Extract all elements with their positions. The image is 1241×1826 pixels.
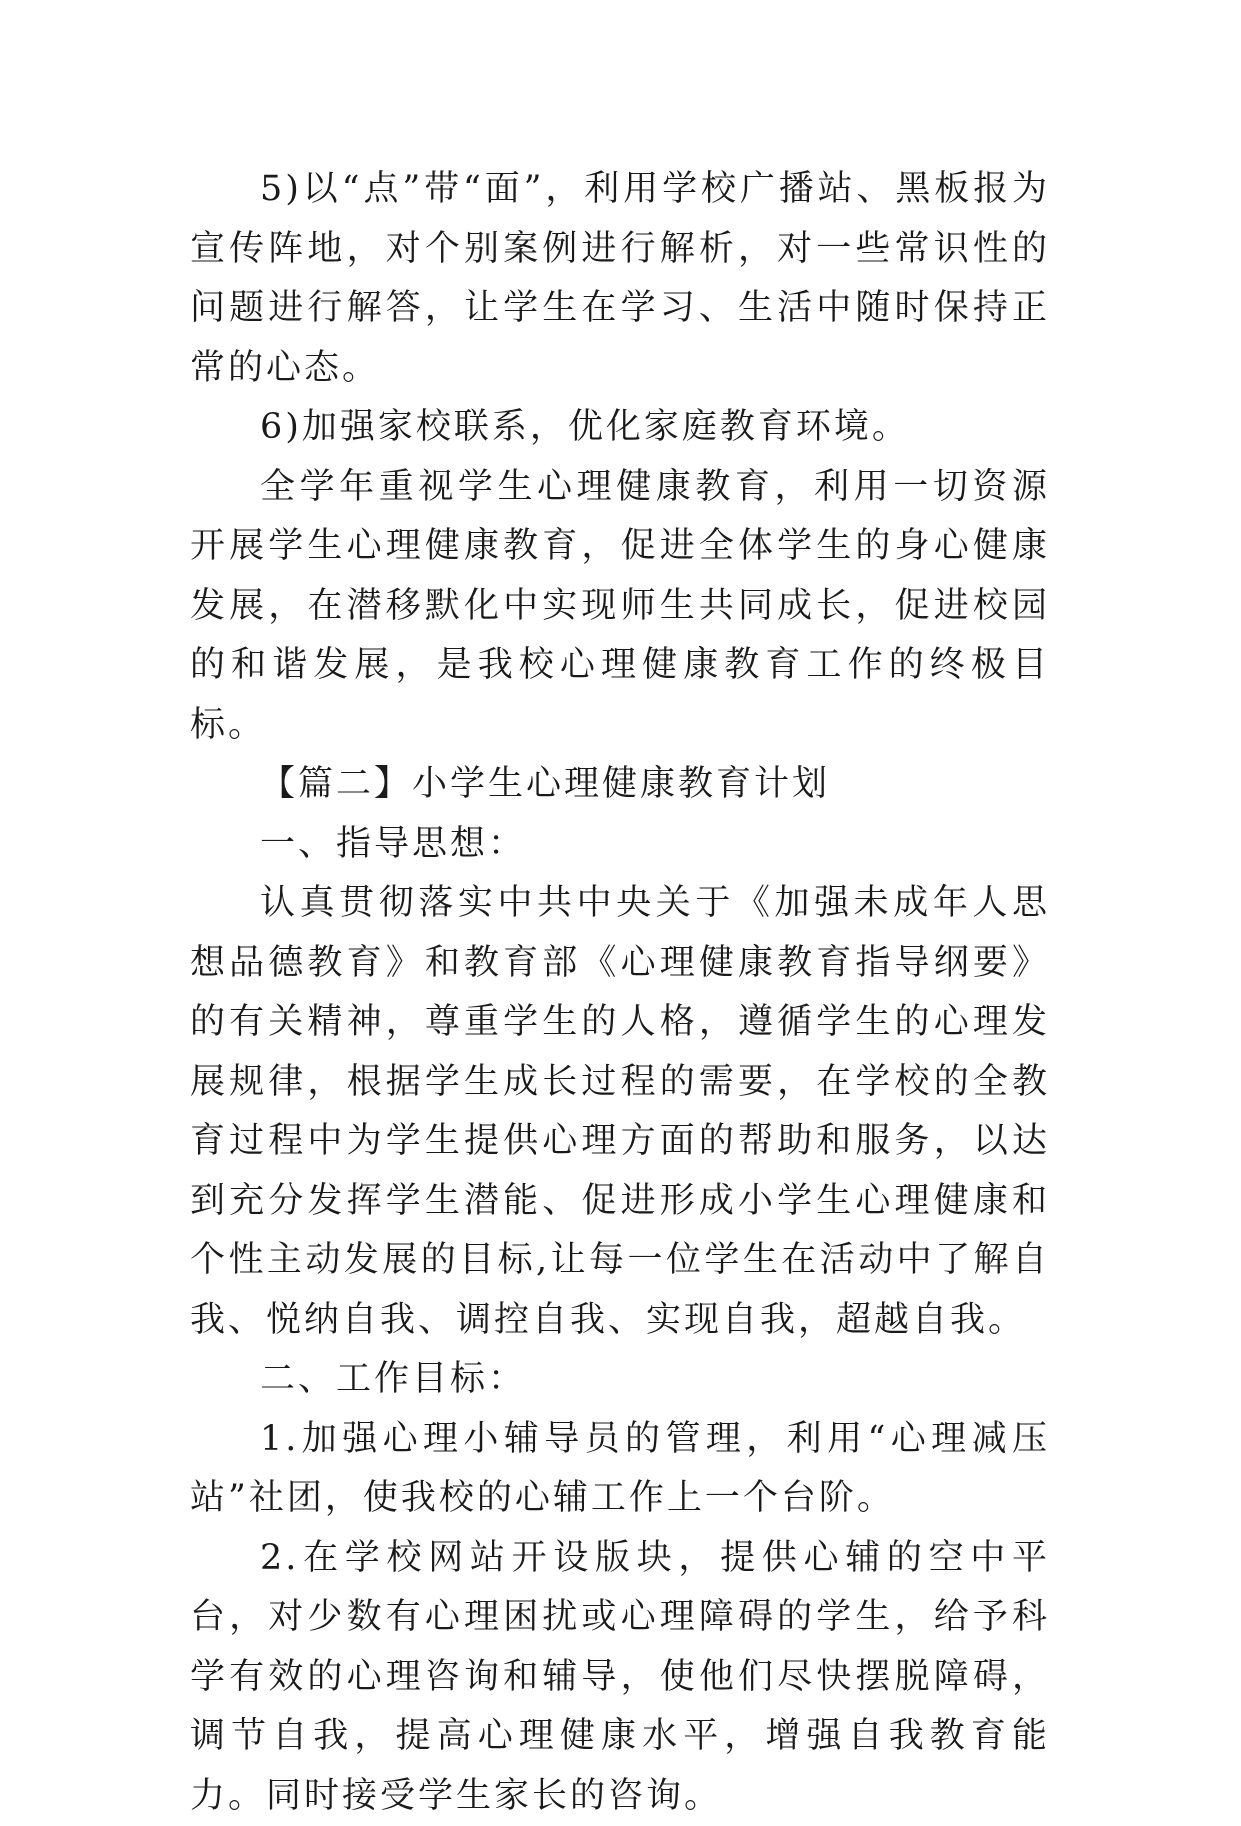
paragraph-goal-2: 2.在学校网站开设版块，提供心辅的空中平台，对少数有心理困扰或心理障碍的学生，给予科学有效的心理咨询和辅导，使他们尽快摆脱障碍，调节自我，提高心理健康水平，增强自我教育能力。同时接受学生家长的咨询。 xyxy=(190,1529,1050,1826)
paragraph-guiding-ideology: 认真贯彻落实中共中央关于《加强未成年人思想品德教育》和教育部《心理健康教育指导纲要》的有关精神，尊重学生的人格，遵循学生的心理发展规律，根据学生成长过程的需要，在学校的全教育过程中为学生提供心理方面的帮助和服务，以达到充分发挥学生潜能、促进形成小学生心理健康和个性主动发展的目标,让每一位学生在活动中了解自我、悦纳自我、调控自我、实现自我，超越自我。 xyxy=(190,874,1050,1350)
subheading-work-goals: 二、工作目标： xyxy=(190,1350,1050,1410)
paragraph-item-5: 5)以“点”带“面”，利用学校广播站、黑板报为宣传阵地，对个别案例进行解析，对一些常识性的问题进行解答，让学生在学习、生活中随时保持正常的心态。 xyxy=(190,160,1050,398)
paragraph-item-6: 6)加强家校联系，优化家庭教育环境。 xyxy=(190,398,1050,458)
document-body xyxy=(190,160,1050,1826)
section-heading-part-two: 【篇二】小学生心理健康教育计划 xyxy=(190,755,1050,815)
paragraph-summary: 全学年重视学生心理健康教育，利用一切资源开展学生心理健康教育，促进全体学生的身心健康发展，在潜移默化中实现师生共同成长，促进校园的和谐发展，是我校心理健康教育工作的终极目标。 xyxy=(190,458,1050,756)
subheading-guiding-ideology: 一、指导思想： xyxy=(190,815,1050,875)
paragraph-goal-1: 1.加强心理小辅导员的管理，利用“心理减压站”社团，使我校的心辅工作上一个台阶。 xyxy=(190,1410,1050,1529)
